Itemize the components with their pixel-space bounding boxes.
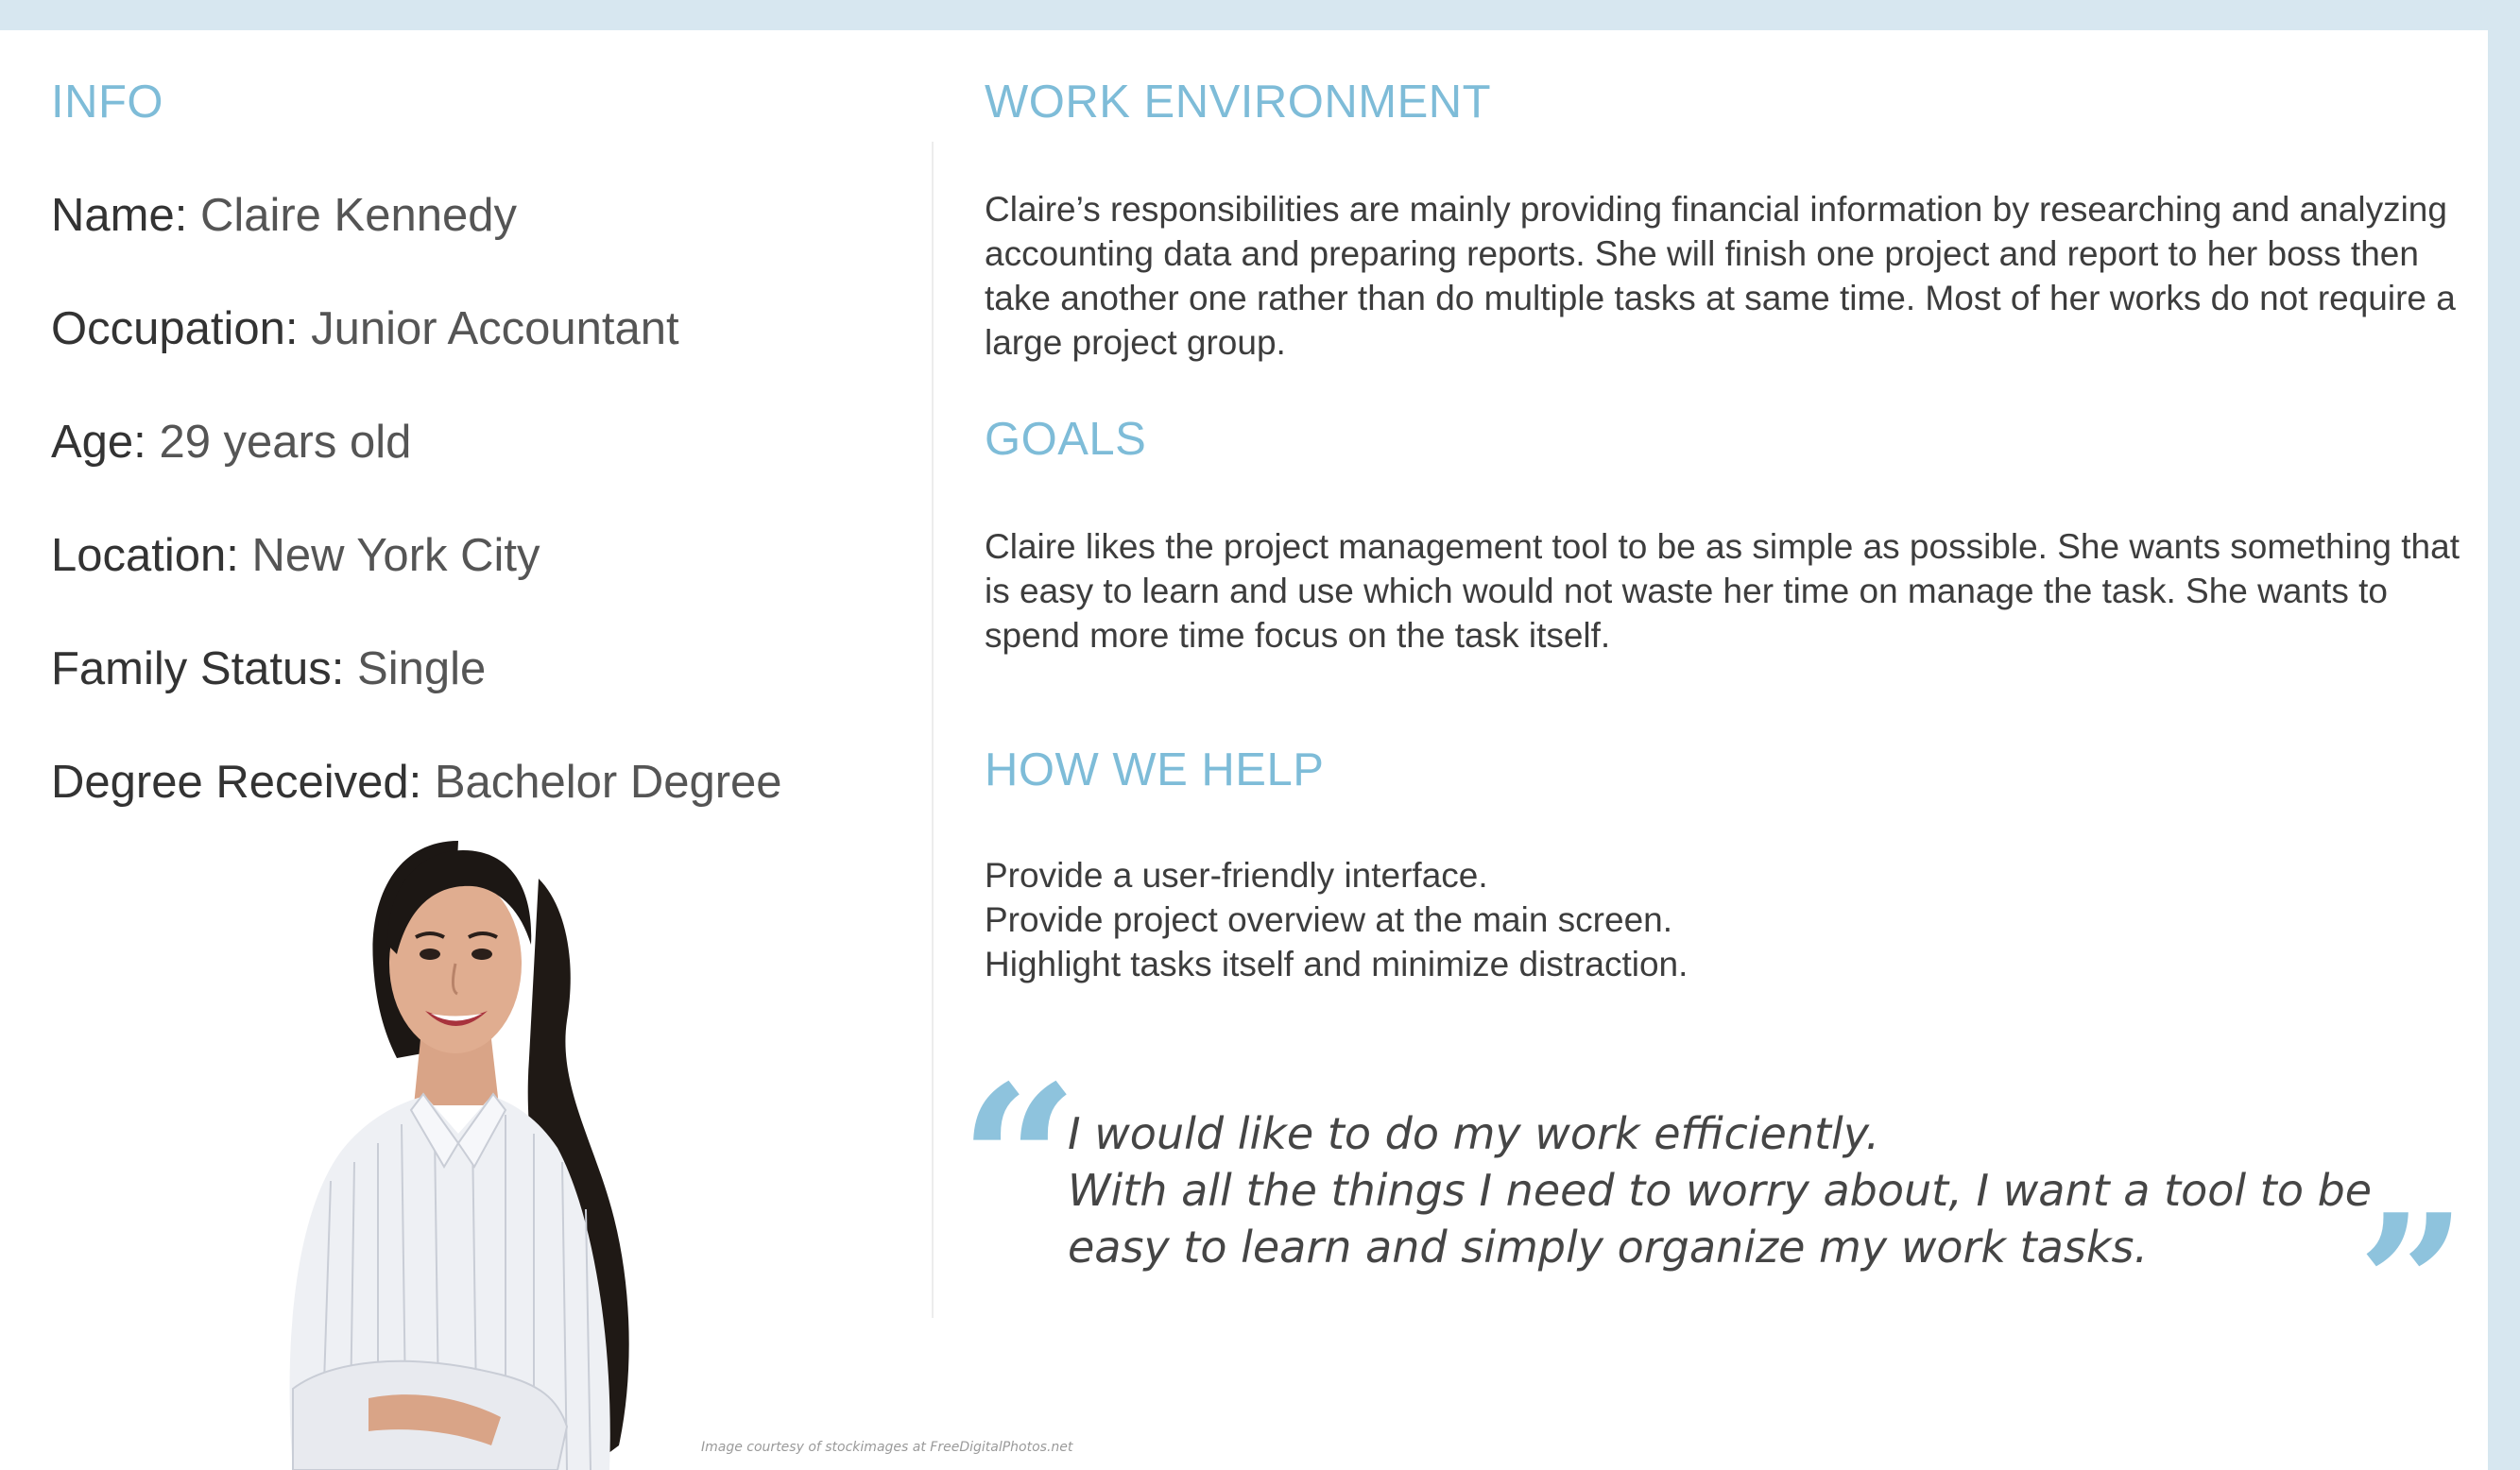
close-quote-icon: ” xyxy=(2357,1173,2467,1395)
info-value: Single xyxy=(357,643,487,694)
persona-quote xyxy=(1068,1105,2391,1275)
top-frame-bar xyxy=(0,0,2520,30)
info-row-family-status xyxy=(51,642,486,695)
goals-text: Claire likes the project management tool to be as simple as possible. She wants something that is easy to learn and use which would not waste her time on manage the task. She wants to spend more time focus on the task itself. xyxy=(985,527,2460,655)
info-label: Occupation: xyxy=(51,303,299,354)
info-row-age xyxy=(51,416,411,469)
info-value: New York City xyxy=(251,530,540,581)
how-we-help-list xyxy=(985,853,2468,986)
help-item: Provide a user-friendly interface. xyxy=(985,856,1488,895)
help-item: Highlight tasks itself and minimize distraction. xyxy=(985,945,1689,983)
info-value: Junior Accountant xyxy=(311,303,679,354)
persona-photo xyxy=(255,822,728,1470)
how-we-help-heading: HOW WE HELP xyxy=(985,744,1325,795)
work-environment-text: Claire’s responsibilities are mainly providing financial information by researching and analyzing accounting data and preparing reports. She will finish one project and report to her boss then take another one rather than do multiple tasks at same time. Most of her works do not require a large project group. xyxy=(985,190,2456,362)
open-quote-icon: “ xyxy=(959,1039,1079,1284)
quote-line: easy to learn and simply organize my work tasks. xyxy=(1068,1222,2149,1273)
help-item: Provide project overview at the main screen. xyxy=(985,900,1673,939)
info-value: Bachelor Degree xyxy=(434,757,782,808)
column-divider xyxy=(932,142,934,1318)
quote-line: I would like to do my work efficiently. xyxy=(1068,1108,1880,1159)
photo-credit: Image courtesy of stockimages at FreeDigitalPhotos.net xyxy=(701,1440,1073,1455)
goals-heading: GOALS xyxy=(985,414,1147,465)
info-value: Claire Kennedy xyxy=(199,190,517,241)
info-heading: INFO xyxy=(51,77,164,128)
info-row-degree xyxy=(51,756,782,809)
info-value: 29 years old xyxy=(159,417,412,468)
info-label: Family Status: xyxy=(51,643,345,694)
right-frame-bar xyxy=(2488,0,2520,1470)
info-label: Name: xyxy=(51,190,188,241)
quote-line: With all the things I need to worry about, I want a tool to be xyxy=(1068,1165,2373,1216)
info-label: Age: xyxy=(51,417,146,468)
work-environment-heading: WORK ENVIRONMENT xyxy=(985,77,1492,128)
info-label: Degree Received: xyxy=(51,757,422,808)
info-row-occupation xyxy=(51,302,679,355)
info-label: Location: xyxy=(51,530,239,581)
info-row-location xyxy=(51,529,540,582)
info-row-name xyxy=(51,189,517,242)
